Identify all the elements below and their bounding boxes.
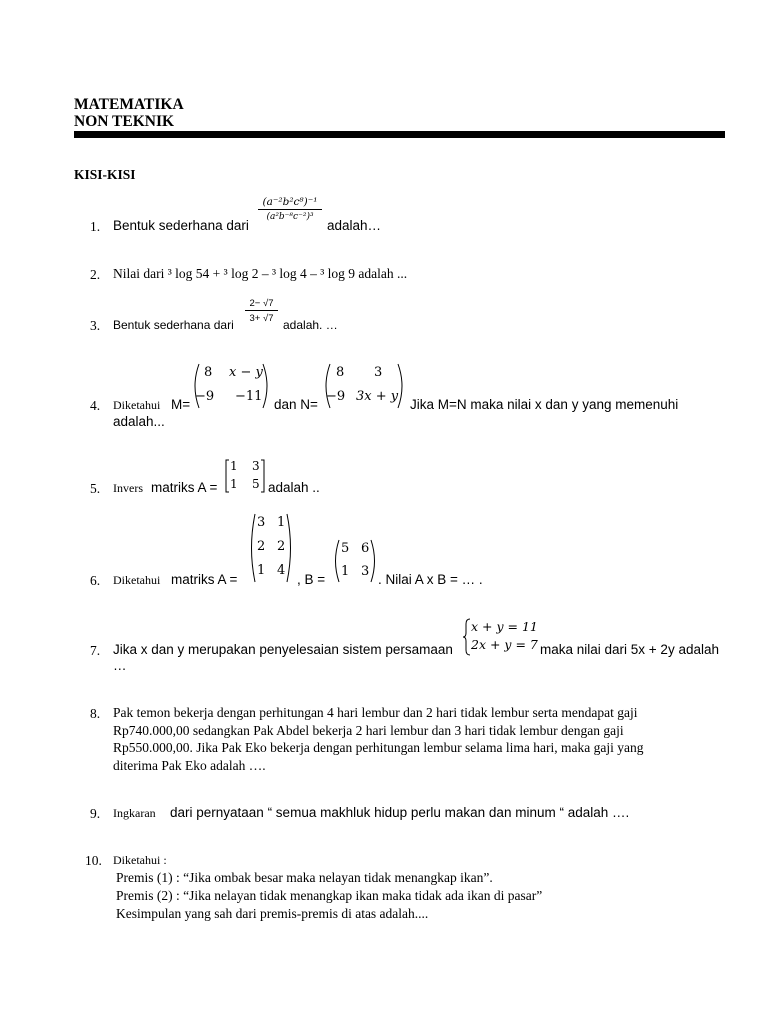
- q5-prefix: Invers: [113, 481, 143, 495]
- q1-denominator: (a²b⁻⁸c⁻²)³: [266, 212, 314, 222]
- q7-suffix: maka nilai dari 5x + 2y adalah: [540, 642, 719, 657]
- q10-line: Premis (2) : “Jika nelayan tidak menangkap ikan maka tidak ada ikan di pasar”: [116, 888, 543, 903]
- q6-b-cell: 6: [361, 541, 370, 556]
- q3-suffix: adalah. …: [283, 318, 338, 332]
- q4-n-cell: −9: [326, 389, 346, 404]
- section-title: KISI-KISI: [74, 167, 136, 182]
- q6-matrix-b: [332, 538, 378, 584]
- q7-system: [462, 618, 542, 656]
- q4-m-label: M=: [171, 397, 191, 412]
- q7-prefix: Jika x dan y merupakan penyelesaian sistem persamaan: [113, 642, 453, 657]
- q9-prefix: Ingkaran: [113, 806, 156, 820]
- q4-prefix: Diketahui: [113, 398, 161, 412]
- q5-a-cell: 1: [230, 477, 238, 491]
- q3-prefix: Bentuk sederhana dari: [113, 318, 234, 332]
- header-rule: [74, 131, 725, 138]
- q6-middle: , B =: [297, 572, 326, 587]
- q5-a-cell: 3: [252, 459, 260, 473]
- q6-a-cell: 1: [277, 515, 286, 530]
- q10-line: Kesimpulan yang sah dari premis-premis di atas adalah....: [116, 906, 429, 921]
- q7-number: 7.: [90, 643, 101, 658]
- q6-a-cell: 4: [277, 563, 286, 578]
- q10-line: Diketahui :: [113, 853, 167, 867]
- q6-b-cell: 5: [341, 541, 350, 556]
- q6-matrix-b-parens: [332, 538, 378, 584]
- q4-line2: adalah...: [113, 414, 165, 429]
- q3-number: 3.: [90, 318, 101, 333]
- q4-m-cell: −9: [195, 389, 215, 404]
- q5-suffix: adalah ..: [268, 480, 320, 495]
- q4-m-cell: 8: [204, 365, 213, 380]
- subject-subtitle: NON TEKNIK: [74, 113, 175, 130]
- q6-a-cell: 2: [277, 539, 286, 554]
- q7-line2: …: [113, 658, 127, 673]
- q6-prefix: Diketahui: [113, 573, 161, 587]
- q8-line: Pak temon bekerja dengan perhitungan 4 hari lembur dan 2 hari tidak lembur serta mendapat gaji: [113, 705, 638, 720]
- q4-number: 4.: [90, 398, 101, 413]
- q6-b-cell: 3: [361, 564, 370, 579]
- q8-line: Rp740.000,00 sedangkan Pak Abdel bekerja 2 hari lembur dan 3 hari tidak lembur dengan gaji: [113, 723, 624, 738]
- q1-numerator: (a⁻²b²c⁸)⁻¹: [258, 196, 322, 210]
- q1-number: 1.: [90, 219, 101, 234]
- q4-suffix: Jika M=N maka nilai x dan y yang memenuhi: [410, 397, 679, 412]
- q4-middle: dan N=: [274, 397, 318, 412]
- q5-a-cell: 1: [230, 459, 238, 473]
- q4-n-cell: 8: [336, 365, 345, 380]
- q4-matrix-n: [322, 362, 406, 410]
- q1-suffix: adalah…: [327, 218, 382, 233]
- q4-m-cell: −11: [235, 389, 263, 404]
- q4-n-cell: 3: [374, 365, 383, 380]
- q3-denominator: 3+ √7: [249, 313, 274, 324]
- q4-matrix-m: [191, 362, 271, 410]
- q9-number: 9.: [90, 806, 101, 821]
- q3-numerator: 2− √7: [245, 298, 278, 311]
- subject-title: MATEMATIKA: [74, 96, 184, 113]
- q10-line: Premis (1) : “Jika ombak besar maka nelayan tidak menangkap ikan”.: [116, 870, 493, 885]
- q6-matrix-a: [248, 512, 294, 584]
- q5-prefix2: matriks A =: [151, 480, 218, 495]
- q3-fraction: [245, 298, 278, 324]
- q1-prefix: Bentuk sederhana dari: [113, 218, 249, 233]
- q6-matrix-a-parens: [248, 512, 294, 584]
- q5-number: 5.: [90, 481, 101, 496]
- q6-prefix2: matriks A =: [171, 572, 238, 587]
- q7-equation-2: 2x + y = 7: [471, 637, 538, 652]
- q9-text: dari pernyataan “ semua makhluk hidup perlu makan dan minum “ adalah ….: [170, 805, 630, 820]
- q8-line: Rp550.000,00. Jika Pak Eko bekerja dengan perhitungan lembur selama lima hari, maka gaji yang: [113, 740, 644, 755]
- q2-number: 2.: [90, 267, 101, 282]
- q6-b-cell: 1: [341, 564, 350, 579]
- q10-number: 10.: [85, 853, 102, 868]
- q5-matrix-a: [224, 458, 266, 494]
- q6-a-cell: 3: [257, 515, 266, 530]
- q6-number: 6.: [90, 573, 101, 588]
- q6-suffix: . Nilai A x B = … .: [378, 572, 483, 587]
- q6-a-cell: 1: [257, 563, 266, 578]
- q1-fraction: [258, 196, 322, 222]
- q8-line: diterima Pak Eko adalah ….: [113, 758, 266, 773]
- q4-n-cell: 3x + y: [356, 389, 399, 404]
- q5-a-cell: 5: [252, 477, 260, 491]
- q2-text: Nilai dari ³ log 54 + ³ log 2 – ³ log 4 – ³ log 9 adalah ...: [113, 266, 408, 281]
- q6-a-cell: 2: [257, 539, 266, 554]
- q4-m-cell: x − y: [229, 365, 263, 380]
- q7-equation-1: x + y = 11: [471, 619, 538, 634]
- q8-number: 8.: [90, 706, 101, 721]
